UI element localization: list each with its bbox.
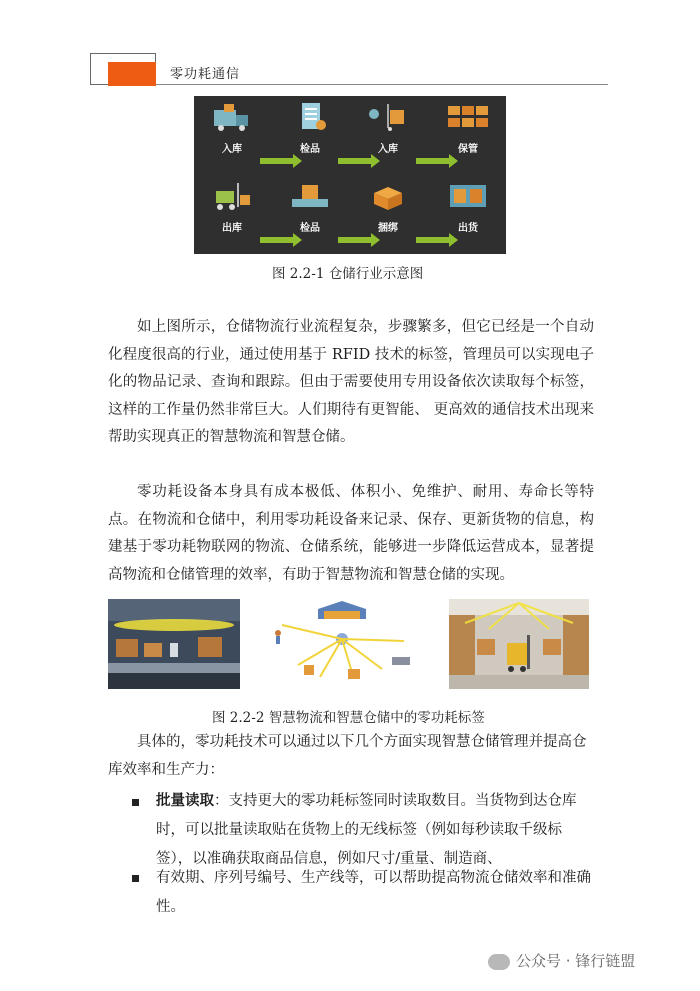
package-icon xyxy=(366,181,410,211)
flow-step xyxy=(358,96,418,155)
bullet-title: 批量读取 xyxy=(156,793,214,809)
flow-step xyxy=(202,175,262,234)
hand-truck-icon xyxy=(366,102,410,132)
flow-step xyxy=(438,96,498,155)
scanner-icon xyxy=(288,181,332,211)
paragraph-2: 零功耗设备本身具有成本极低、体积小、免维护、耐用、寿命长等特点。在物流和仓储中，利用零功耗设备来记录、保存、更新货物的信息，构建基于零功耗物联网的物流、仓储系统，能够进一步降低运营成本，显著提高物流和仓储管理的效率，有助于智慧物流和智慧仓储的实现。 xyxy=(108,484,594,583)
flow-step-label: 捆绑 xyxy=(378,223,398,234)
flow-arrow xyxy=(338,237,372,243)
bullet-item-2 xyxy=(156,864,596,922)
flow-step-label: 检品 xyxy=(300,223,320,234)
paragraph-1: 如上图所示，仓储物流行业流程复杂，步骤繁多，但它已经是一个自动化程度很高的行业，通过使用基于 RFID 技术的标签，管理员可以实现电子化的物品记录、查询和跟踪。但由于需要使用专用设备依次读取每个标签，这样的工作量仍然非常巨大。人们期待有更智能、 更高效的通信技术出现来帮助实现真正的智慧物流和智慧仓储。 xyxy=(108,319,594,445)
flow-step-label: 出货 xyxy=(458,223,478,234)
wechat-icon xyxy=(488,954,510,970)
warehouse-flow-figure xyxy=(194,96,506,254)
flow-arrow xyxy=(338,158,372,164)
header-title: 零功耗通信 xyxy=(170,67,241,82)
flow-step xyxy=(358,175,418,234)
flow-step-label: 入库 xyxy=(222,144,242,155)
bullet-text: 有效期、序列号编号、生产线等，可以帮助提高物流仓储效率和准确性。 xyxy=(156,870,591,915)
shelf-boxes-icon xyxy=(446,102,490,132)
flow-step-label: 检品 xyxy=(300,144,320,155)
flow-row-1 xyxy=(194,96,506,175)
bullet-marker xyxy=(132,875,139,882)
flow-step xyxy=(280,175,340,234)
bullet-marker xyxy=(132,799,139,806)
warehouse-conveyor-photo xyxy=(108,599,240,689)
flow-step-label: 出库 xyxy=(222,223,242,234)
flow-step-label: 入库 xyxy=(378,144,398,155)
flow-arrow xyxy=(260,158,294,164)
watermark xyxy=(488,950,635,971)
checklist-icon xyxy=(288,102,332,132)
bullet-text: ：支持更大的零功耗标签同时读取数目。当货物到达仓库时，可以批量读取贴在货物上的无线标签（例如每秒读取千级标签），以准确获取商品信息，例如尺寸/重量、制造商、 xyxy=(156,793,577,867)
paragraph-3: 具体的，零功耗技术可以通过以下几个方面实现智慧仓储管理并提高仓库效率和生产力： xyxy=(108,734,587,778)
flow-row-2 xyxy=(194,175,506,254)
flow-step-label: 保管 xyxy=(458,144,478,155)
warehouse-forklift-photo xyxy=(449,599,589,689)
flow-step xyxy=(438,175,498,234)
bullet-item-batch-read xyxy=(156,787,596,874)
header-accent-block xyxy=(108,62,156,86)
forklift-icon xyxy=(210,181,254,211)
header-rule xyxy=(156,84,608,85)
watermark-text: 公众号 · 锋行链盟 xyxy=(516,952,636,970)
figure-caption-1: 图 2.2-1 仓储行业示意图 xyxy=(272,266,424,282)
flow-arrow xyxy=(416,237,450,243)
flow-arrow xyxy=(260,237,294,243)
flow-step xyxy=(280,96,340,155)
shipping-container-icon xyxy=(446,181,490,211)
figure-caption-2: 图 2.2-2 智慧物流和智慧仓储中的零功耗标签 xyxy=(212,710,485,726)
smart-logistics-illustration xyxy=(262,599,422,689)
flow-step xyxy=(202,96,262,155)
truck-icon xyxy=(210,102,254,132)
flow-arrow xyxy=(416,158,450,164)
